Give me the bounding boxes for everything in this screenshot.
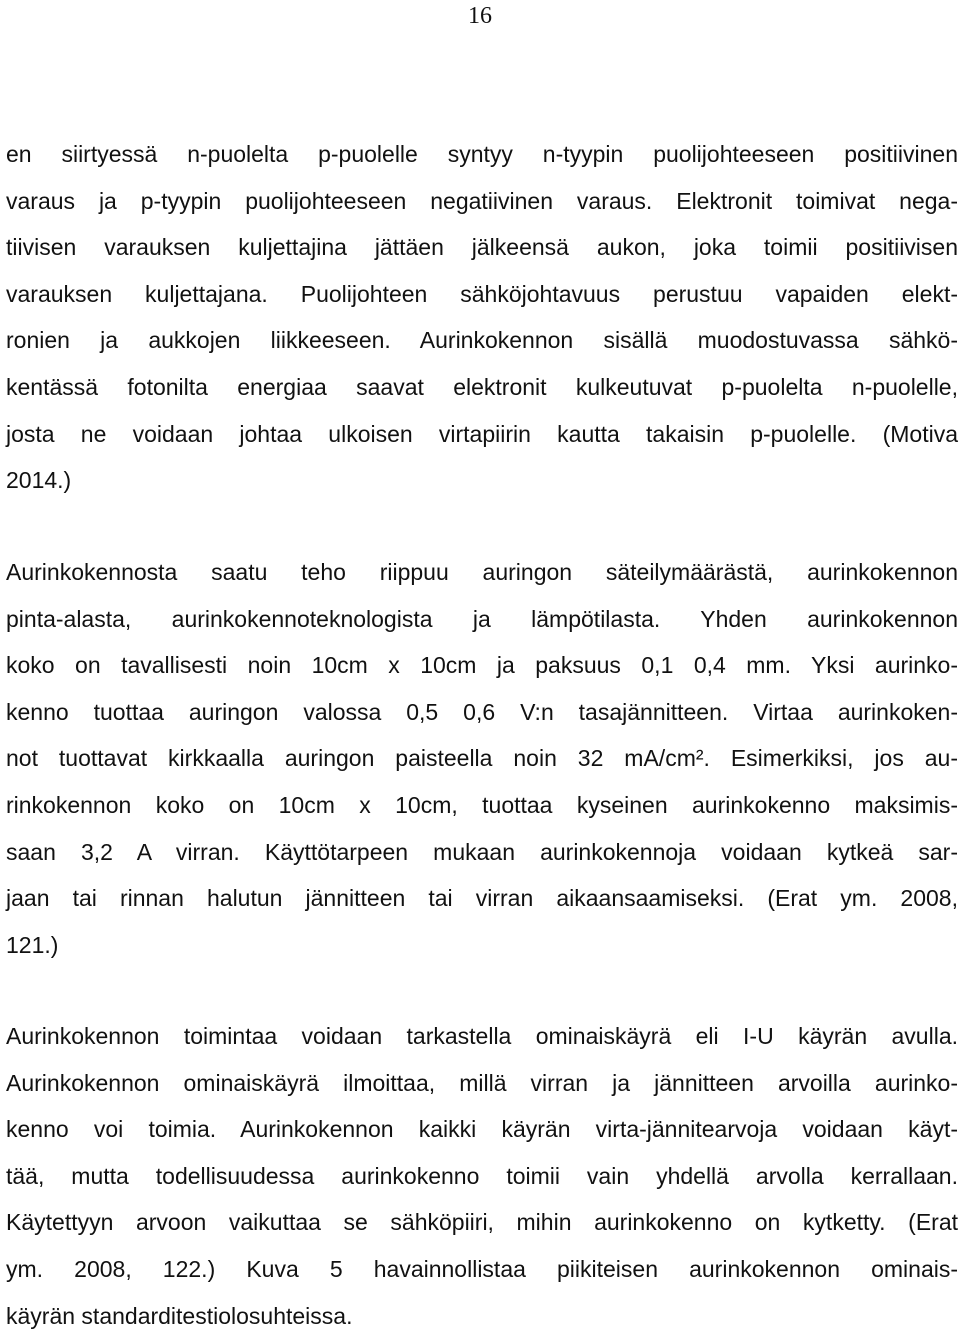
text-line: käyrän standarditestiolosuhteissa. (6, 1302, 353, 1329)
paragraph-semiconductor-charge (6, 131, 958, 504)
text-line: en siirtyessä n-puolelta p-puolelle syntyy n-tyypin puolijohteeseen positiivinen (6, 141, 958, 167)
text-line: rinkokennon koko on 10cm x 10cm, tuottaa kyseinen aurinkokenno maksimis- (6, 791, 958, 818)
text-line: ronien ja aukkojen liikkeeseen. Aurinkokennon sisällä muodostuvassa sähkö- (6, 327, 958, 354)
text-line: Aurinkokennon toimintaa voidaan tarkastella ominaiskäyrä eli I-U käyrän avulla. (6, 1023, 958, 1049)
text-line: koko on tavallisesti noin 10cm x 10cm ja paksuus 0,1 0,4 mm. Yksi aurinko- (6, 652, 958, 679)
text-line: josta ne voidaan johtaa ulkoisen virtapiirin kautta takaisin p-puolelle. (Motiva (6, 420, 958, 447)
text-line: varauksen kuljettajana. Puolijohteen sähköjohtavuus perustuu vapaiden elekt- (6, 280, 958, 307)
text-line: not tuottavat kirkkaalla auringon paisteella noin 32 mA/cm². Esimerkiksi, jos au- (6, 745, 958, 772)
text-line: ym. 2008, 122.) Kuva 5 havainnollistaa piikiteisen aurinkokennon ominais- (6, 1255, 958, 1282)
text-line: Käytettyyn arvoon vaikuttaa se sähköpiiri, mihin aurinkokenno on kytketty. (Erat (6, 1209, 958, 1236)
text-line: varaus ja p-tyypin puolijohteeseen negatiivinen varaus. Elektronit toimivat nega- (6, 187, 958, 214)
paragraph-iv-curve (6, 1013, 958, 1339)
text-line: jaan tai rinnan halutun jännitteen tai virran aikaansaamiseksi. (Erat ym. 2008, (6, 885, 958, 912)
text-line: Aurinkokennosta saatu teho riippuu auringon säteilymäärästä, aurinkokennon (6, 559, 958, 585)
text-line: tää, mutta todellisuudessa aurinkokenno toimii vain yhdellä arvolla kerrallaan. (6, 1162, 958, 1189)
text-line: Aurinkokennon ominaiskäyrä ilmoittaa, millä virran ja jännitteen arvoilla aurinko- (6, 1069, 958, 1096)
text-line: kentässä fotonilta energiaa saavat elektronit kulkeutuvat p-puolelta n-puolelle, (6, 373, 958, 400)
text-line: kenno voi toimia. Aurinkokennon kaikki käyrän virta-jännitearvoja voidaan käyt- (6, 1116, 958, 1143)
text-line: tiivisen varauksen kuljettajina jättäen jälkeensä aukon, joka toimii positiivisen (6, 234, 958, 261)
page-number: 16 (468, 3, 492, 29)
text-line: saan 3,2 A virran. Käyttötarpeen mukaan aurinkokennoja voidaan kytkeä sar- (6, 838, 958, 865)
text-line: 2014.) (6, 467, 72, 494)
text-line: 121.) (6, 931, 59, 958)
paragraph-solar-cell-output (6, 549, 958, 968)
text-line: pinta-alasta, aurinkokennoteknologista ja lämpötilasta. Yhden aurinkokennon (6, 605, 958, 632)
text-line: kenno tuottaa auringon valossa 0,5 0,6 V:n tasajännitteen. Virtaa aurinkoken- (6, 698, 958, 725)
